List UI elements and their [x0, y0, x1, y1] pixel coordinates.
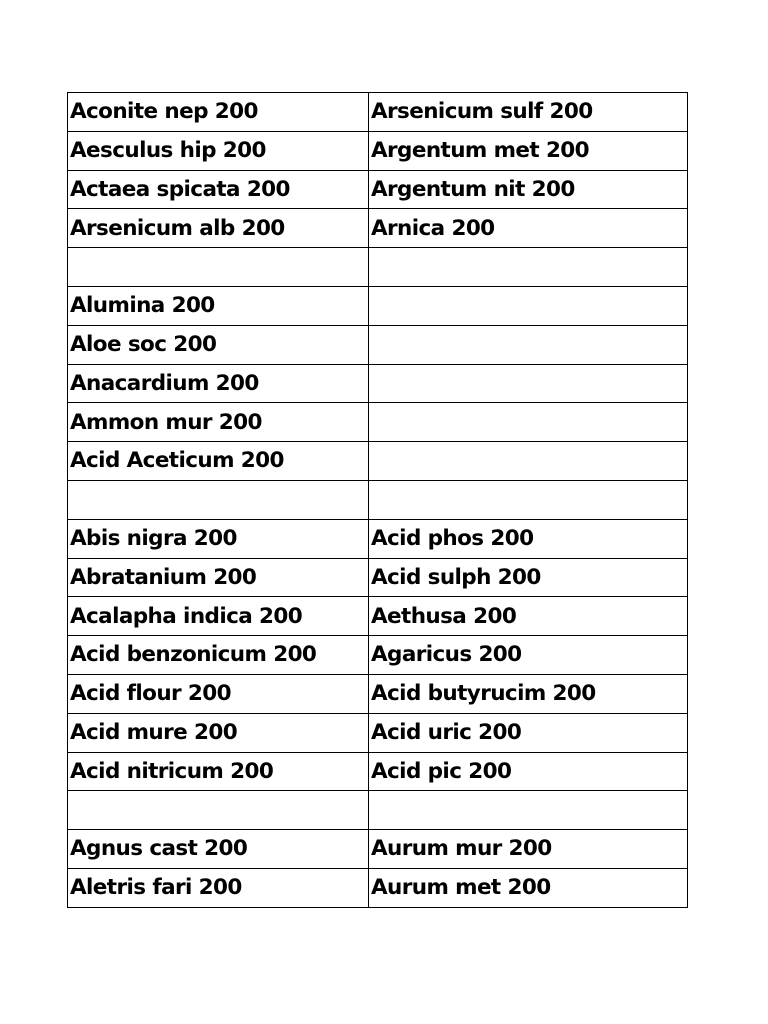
- table-cell: Aesculus hip 200: [68, 131, 369, 170]
- table-row: [68, 674, 688, 713]
- table-cell: Acid phos 200: [369, 519, 688, 558]
- table-cell: Aconite nep 200: [68, 93, 369, 132]
- table-row: [68, 791, 688, 830]
- table-cell: Acalapha indica 200: [68, 597, 369, 636]
- table-row: [68, 713, 688, 752]
- table-cell: Acid pic 200: [369, 752, 688, 791]
- table-cell: [68, 248, 369, 287]
- table-cell: Aurum mur 200: [369, 830, 688, 869]
- table-row: [68, 442, 688, 481]
- table-cell: Aethusa 200: [369, 597, 688, 636]
- table-cell: [369, 364, 688, 403]
- table-cell: [369, 286, 688, 325]
- table-cell: [369, 791, 688, 830]
- remedy-table: [67, 92, 688, 908]
- table-row: [68, 364, 688, 403]
- table-row: [68, 286, 688, 325]
- table-cell: [68, 791, 369, 830]
- table-cell: [369, 480, 688, 519]
- table-cell: Actaea spicata 200: [68, 170, 369, 209]
- table-row: [68, 248, 688, 287]
- remedy-table-body: [68, 93, 688, 908]
- table-cell: Acid butyrucim 200: [369, 674, 688, 713]
- table-row: [68, 209, 688, 248]
- table-cell: Arnica 200: [369, 209, 688, 248]
- table-cell: Abis nigra 200: [68, 519, 369, 558]
- table-row: [68, 519, 688, 558]
- table-row: [68, 830, 688, 869]
- table-row: [68, 131, 688, 170]
- table-row: [68, 170, 688, 209]
- table-cell: Acid flour 200: [68, 674, 369, 713]
- table-cell: Abratanium 200: [68, 558, 369, 597]
- table-row: [68, 480, 688, 519]
- table-cell: Agaricus 200: [369, 636, 688, 675]
- table-cell: Aurum met 200: [369, 868, 688, 907]
- table-cell: Argentum met 200: [369, 131, 688, 170]
- table-cell: Arsenicum sulf 200: [369, 93, 688, 132]
- table-cell: Acid nitricum 200: [68, 752, 369, 791]
- table-row: [68, 752, 688, 791]
- table-cell: [369, 403, 688, 442]
- table-cell: Aletris fari 200: [68, 868, 369, 907]
- table-cell: Acid uric 200: [369, 713, 688, 752]
- table-cell: [369, 325, 688, 364]
- table-cell: Arsenicum alb 200: [68, 209, 369, 248]
- table-cell: Argentum nit 200: [369, 170, 688, 209]
- table-cell: Acid mure 200: [68, 713, 369, 752]
- table-row: [68, 325, 688, 364]
- table-cell: Alumina 200: [68, 286, 369, 325]
- table-cell: Ammon mur 200: [68, 403, 369, 442]
- table-cell: [369, 442, 688, 481]
- table-row: [68, 558, 688, 597]
- table-cell: Acid sulph 200: [369, 558, 688, 597]
- table-row: [68, 636, 688, 675]
- table-cell: Acid Aceticum 200: [68, 442, 369, 481]
- table-cell: [369, 248, 688, 287]
- table-row: [68, 403, 688, 442]
- table-cell: Acid benzonicum 200: [68, 636, 369, 675]
- table-cell: Agnus cast 200: [68, 830, 369, 869]
- table-cell: Anacardium 200: [68, 364, 369, 403]
- table-cell: [68, 480, 369, 519]
- table-row: [68, 868, 688, 907]
- table-cell: Aloe soc 200: [68, 325, 369, 364]
- table-row: [68, 597, 688, 636]
- table-row: [68, 93, 688, 132]
